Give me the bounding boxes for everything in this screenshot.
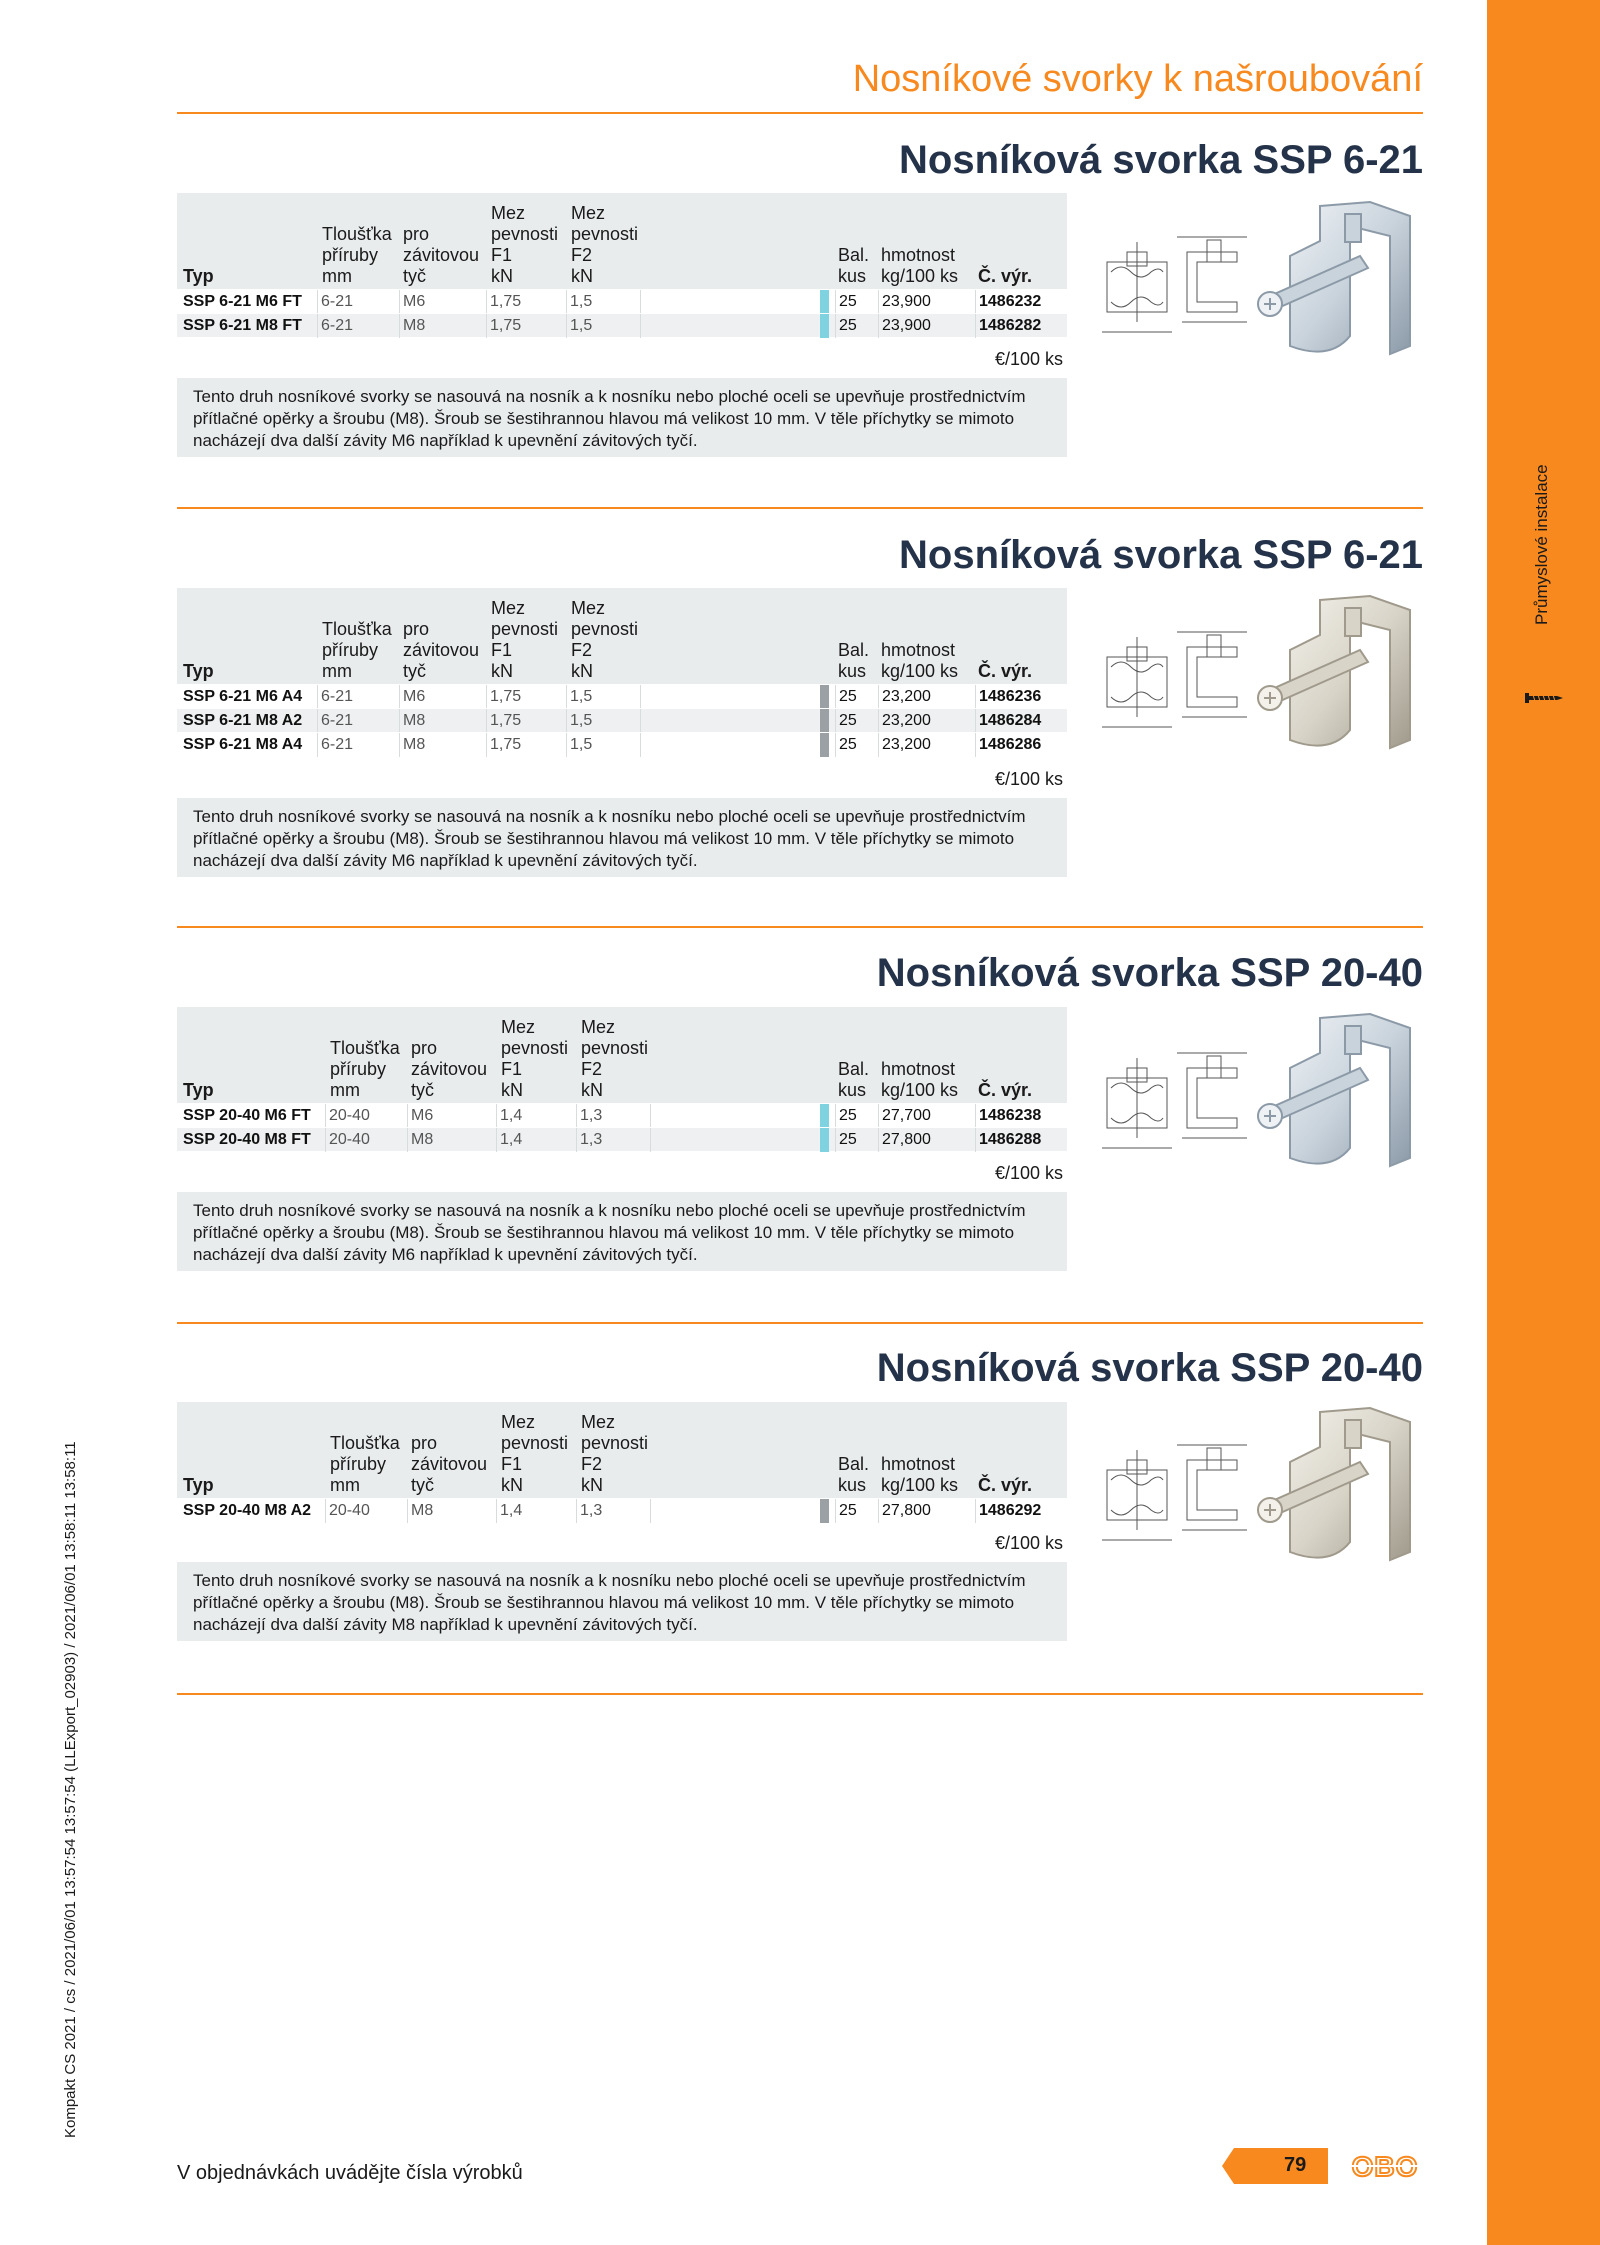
col-header-f2: kN <box>571 266 593 286</box>
description-line: nacházejí dva další závity M8 například k upevnění závitových tyčí. <box>193 1615 698 1634</box>
cell-typ: SSP 6-21 M6 A4 <box>183 688 303 705</box>
cell-typ: SSP 20-40 M8 A2 <box>183 1502 312 1519</box>
cell-tyc: M6 <box>399 685 486 709</box>
col-header-weight: kg/100 ks <box>881 266 959 286</box>
divider <box>177 112 1423 114</box>
col-header-f1: Mez <box>491 598 526 618</box>
cell-hm: 23,200 <box>878 685 975 709</box>
col-header-f1: pevnosti <box>491 224 559 244</box>
col-header-f1: kN <box>501 1080 523 1100</box>
cell-f2: 1,5 <box>566 733 640 757</box>
cell-f1: 1,75 <box>486 733 566 757</box>
cell-hm: 23,200 <box>878 733 975 757</box>
col-header-rod: tyč <box>403 661 427 681</box>
finish-marker <box>820 709 829 733</box>
col-header-typ: Typ <box>183 266 214 286</box>
col-header-typ: Typ <box>183 661 214 681</box>
cell-tyc: M8 <box>399 733 486 757</box>
col-header-rod: závitovou <box>403 245 480 265</box>
product-description <box>177 378 1067 457</box>
description-line: nacházejí dva další závity M6 například k upevnění závitových tyčí. <box>193 431 698 450</box>
description-line: nacházejí dva další závity M6 například k upevnění závitových tyčí. <box>193 851 698 870</box>
product-photo <box>1250 590 1423 760</box>
page-title: Nosníkové svorky k našroubování <box>852 58 1423 100</box>
col-header-f1: Mez <box>491 203 526 223</box>
col-header-thickness: mm <box>322 266 352 286</box>
col-header-f1: kN <box>491 266 513 286</box>
col-header-f2: pevnosti <box>581 1038 649 1058</box>
col-header-f1: F1 <box>491 640 513 660</box>
cell-f1: 1,75 <box>486 314 566 338</box>
finish-marker <box>820 733 829 757</box>
cell-bal: 25 <box>835 1128 878 1152</box>
description-line: přítlačné opěrky a šroubu (M8). Šroub se šestihrannou hlavou má velikost 10 mm. V těle příchytky se mimoto <box>193 1223 1015 1242</box>
table-row[interactable] <box>177 708 1067 732</box>
product-photo <box>1250 1402 1423 1572</box>
product-table <box>177 193 1067 337</box>
col-header-f2: F2 <box>581 1059 603 1079</box>
col-header-rod: pro <box>411 1038 438 1058</box>
col-header-typ: Typ <box>183 1080 214 1100</box>
product-table <box>177 1007 1067 1151</box>
col-header-f1: kN <box>491 661 513 681</box>
cell-tl: 20-40 <box>325 1128 407 1152</box>
col-header-pack: kus <box>838 266 867 286</box>
col-header-item-no: Č. výr. <box>978 661 1033 681</box>
cell-empty <box>650 1128 820 1152</box>
cell-hm: 27,800 <box>878 1128 975 1152</box>
cell-tl: 6-21 <box>317 314 399 338</box>
divider <box>177 1693 1423 1695</box>
col-header-f1: Mez <box>501 1017 536 1037</box>
finish-marker <box>820 290 829 314</box>
cell-hm: 27,800 <box>878 1499 975 1523</box>
cell-typ: SSP 20-40 M8 FT <box>183 1131 311 1148</box>
cell-tyc: M8 <box>399 709 486 733</box>
col-header-pack: Bal. <box>838 1454 870 1474</box>
divider <box>177 926 1423 928</box>
price-unit: €/100 ks <box>994 1533 1063 1553</box>
cell-cv: 1486284 <box>975 709 1067 733</box>
col-header-weight: kg/100 ks <box>881 1080 959 1100</box>
finish-marker <box>820 1104 829 1128</box>
col-header-weight: hmotnost <box>881 1059 956 1079</box>
finish-marker <box>820 314 829 338</box>
col-header-weight: kg/100 ks <box>881 1475 959 1495</box>
cell-tyc: M6 <box>407 1104 496 1128</box>
table-row[interactable] <box>177 684 1067 708</box>
col-header-f2: Mez <box>571 203 606 223</box>
col-header-item-no: Č. výr. <box>978 266 1033 286</box>
table-row[interactable] <box>177 313 1067 337</box>
cell-empty <box>640 709 820 733</box>
cell-f2: 1,3 <box>576 1499 650 1523</box>
description-line: Tento druh nosníkové svorky se nasouvá na nosník a k nosníku nebo ploché oceli se upevňuje prostřednictvím <box>193 1571 1026 1590</box>
col-header-thickness: příruby <box>322 640 379 660</box>
section-title: Nosníková svorka SSP 6-21 <box>899 533 1423 577</box>
cell-f1: 1,4 <box>496 1499 576 1523</box>
cell-cv: 1486238 <box>975 1104 1067 1128</box>
col-header-f1: pevnosti <box>491 619 559 639</box>
col-header-f2: pevnosti <box>571 619 639 639</box>
svg-text:OBO: OBO <box>1351 2152 1419 2180</box>
product-description <box>177 1192 1067 1271</box>
description-line: Tento druh nosníkové svorky se nasouvá na nosník a k nosníku nebo ploché oceli se upevňuje prostřednictvím <box>193 387 1026 406</box>
product-photo <box>1250 196 1423 366</box>
cell-typ: SSP 6-21 M8 FT <box>183 317 302 334</box>
col-header-thickness: Tloušťka <box>322 619 392 639</box>
cell-cv: 1486282 <box>975 314 1067 338</box>
price-unit: €/100 ks <box>994 769 1063 789</box>
col-header-thickness: příruby <box>322 245 379 265</box>
cell-hm: 23,900 <box>878 290 975 314</box>
screw-icon <box>1525 690 1565 706</box>
product-photo <box>1250 1008 1423 1178</box>
col-header-f1: F1 <box>501 1059 523 1079</box>
cell-tyc: M8 <box>407 1128 496 1152</box>
cell-f2: 1,5 <box>566 709 640 733</box>
cell-tl: 6-21 <box>317 685 399 709</box>
finish-marker <box>820 1499 829 1523</box>
description-line: Tento druh nosníkové svorky se nasouvá na nosník a k nosníku nebo ploché oceli se upevňuje prostřednictvím <box>193 807 1026 826</box>
price-unit: €/100 ks <box>994 349 1063 369</box>
cell-bal: 25 <box>835 733 878 757</box>
col-header-item-no: Č. výr. <box>978 1475 1033 1495</box>
section-title: Nosníková svorka SSP 20-40 <box>876 1346 1423 1390</box>
product-description <box>177 798 1067 877</box>
cell-typ: SSP 6-21 M8 A2 <box>183 712 303 729</box>
cell-tl: 20-40 <box>325 1499 407 1523</box>
product-table <box>177 1402 1067 1522</box>
col-header-f2: Mez <box>571 598 606 618</box>
cell-bal: 25 <box>835 709 878 733</box>
page-number-badge <box>1222 2148 1328 2184</box>
cell-hm: 27,700 <box>878 1104 975 1128</box>
cell-bal: 25 <box>835 685 878 709</box>
col-header-pack: kus <box>838 661 867 681</box>
cell-empty <box>640 685 820 709</box>
cell-cv: 1486288 <box>975 1128 1067 1152</box>
description-line: nacházejí dva další závity M6 například k upevnění závitových tyčí. <box>193 1245 698 1264</box>
col-header-f2: pevnosti <box>581 1433 649 1453</box>
cell-empty <box>650 1104 820 1128</box>
col-header-weight: hmotnost <box>881 1454 956 1474</box>
col-header-rod: pro <box>403 619 430 639</box>
description-line: Tento druh nosníkové svorky se nasouvá na nosník a k nosníku nebo ploché oceli se upevňuje prostřednictvím <box>193 1201 1026 1220</box>
col-header-f1: F1 <box>501 1454 523 1474</box>
table-row[interactable] <box>177 732 1067 756</box>
table-row[interactable] <box>177 289 1067 313</box>
cell-tyc: M8 <box>407 1499 496 1523</box>
col-header-thickness: příruby <box>330 1059 387 1079</box>
finish-marker <box>820 1128 829 1152</box>
col-header-thickness: mm <box>322 661 352 681</box>
col-header-weight: hmotnost <box>881 245 956 265</box>
col-header-f2: F2 <box>571 245 593 265</box>
col-header-pack: Bal. <box>838 245 870 265</box>
cell-typ: SSP 6-21 M8 A4 <box>183 736 303 753</box>
cell-tyc: M6 <box>399 290 486 314</box>
cell-f2: 1,5 <box>566 685 640 709</box>
col-header-f2: F2 <box>571 640 593 660</box>
footer-note: V objednávkách uvádějte čísla výrobků <box>177 2162 523 2184</box>
cell-cv: 1486286 <box>975 733 1067 757</box>
col-header-f2: pevnosti <box>571 224 639 244</box>
cell-bal: 25 <box>835 1104 878 1128</box>
cell-f2: 1,3 <box>576 1128 650 1152</box>
col-header-item-no: Č. výr. <box>978 1080 1033 1100</box>
col-header-thickness: Tloušťka <box>330 1433 400 1453</box>
col-header-f1: kN <box>501 1475 523 1495</box>
cell-f1: 1,4 <box>496 1128 576 1152</box>
col-header-thickness: mm <box>330 1475 360 1495</box>
col-header-f2: kN <box>571 661 593 681</box>
cell-empty <box>640 290 820 314</box>
col-header-pack: Bal. <box>838 640 870 660</box>
table-row[interactable] <box>177 1498 1067 1522</box>
col-header-weight: hmotnost <box>881 640 956 660</box>
cell-empty <box>640 733 820 757</box>
col-header-f1: Mez <box>501 1412 536 1432</box>
col-header-rod: závitovou <box>411 1454 488 1474</box>
col-header-thickness: Tloušťka <box>330 1038 400 1058</box>
cell-f1: 1,4 <box>496 1104 576 1128</box>
table-header <box>177 588 1067 684</box>
section-title: Nosníková svorka SSP 20-40 <box>876 951 1423 995</box>
cell-bal: 25 <box>835 314 878 338</box>
cell-empty <box>650 1499 820 1523</box>
cell-tl: 6-21 <box>317 733 399 757</box>
cell-bal: 25 <box>835 290 878 314</box>
col-header-rod: závitovou <box>411 1059 488 1079</box>
col-header-pack: Bal. <box>838 1059 870 1079</box>
col-header-rod: pro <box>411 1433 438 1453</box>
col-header-rod: tyč <box>411 1475 435 1495</box>
col-header-rod: tyč <box>403 266 427 286</box>
cell-tl: 6-21 <box>317 709 399 733</box>
col-header-f2: Mez <box>581 1017 616 1037</box>
divider <box>177 507 1423 509</box>
cell-f2: 1,3 <box>576 1104 650 1128</box>
table-row[interactable] <box>177 1127 1067 1151</box>
cell-tl: 20-40 <box>325 1104 407 1128</box>
cell-tyc: M8 <box>399 314 486 338</box>
cell-cv: 1486232 <box>975 290 1067 314</box>
cell-cv: 1486292 <box>975 1499 1067 1523</box>
col-header-f2: kN <box>581 1080 603 1100</box>
cell-typ: SSP 6-21 M6 FT <box>183 293 302 310</box>
cell-bal: 25 <box>835 1499 878 1523</box>
cell-typ: SSP 20-40 M6 FT <box>183 1107 311 1124</box>
col-header-thickness: mm <box>330 1080 360 1100</box>
table-header <box>177 1007 1067 1103</box>
col-header-rod: tyč <box>411 1080 435 1100</box>
cell-hm: 23,200 <box>878 709 975 733</box>
col-header-f1: pevnosti <box>501 1433 569 1453</box>
description-line: přítlačné opěrky a šroubu (M8). Šroub se šestihrannou hlavou má velikost 10 mm. V těle příchytky se mimoto <box>193 1593 1015 1612</box>
price-unit: €/100 ks <box>994 1163 1063 1183</box>
col-header-typ: Typ <box>183 1475 214 1495</box>
divider <box>177 1322 1423 1324</box>
orange-sidebar <box>1487 0 1600 2245</box>
cell-cv: 1486236 <box>975 685 1067 709</box>
col-header-f2: F2 <box>581 1454 603 1474</box>
finish-marker <box>820 685 829 709</box>
col-header-f2: kN <box>581 1475 603 1495</box>
col-header-thickness: Tloušťka <box>322 224 392 244</box>
table-header <box>177 1402 1067 1498</box>
cell-empty <box>640 314 820 338</box>
table-row[interactable] <box>177 1103 1067 1127</box>
section-title: Nosníková svorka SSP 6-21 <box>899 138 1423 182</box>
col-header-weight: kg/100 ks <box>881 661 959 681</box>
page-number: 79 <box>1284 2154 1307 2176</box>
product-table <box>177 588 1067 756</box>
col-header-f2: Mez <box>581 1412 616 1432</box>
col-header-f1: pevnosti <box>501 1038 569 1058</box>
col-header-f1: F1 <box>491 245 513 265</box>
cell-hm: 23,900 <box>878 314 975 338</box>
side-category-label: Průmyslové instalace <box>1532 464 1551 625</box>
col-header-pack: kus <box>838 1080 867 1100</box>
cell-f2: 1,5 <box>566 290 640 314</box>
col-header-rod: závitovou <box>403 640 480 660</box>
cell-f1: 1,75 <box>486 685 566 709</box>
col-header-pack: kus <box>838 1475 867 1495</box>
col-header-thickness: příruby <box>330 1454 387 1474</box>
product-description <box>177 1562 1067 1641</box>
col-header-rod: pro <box>403 224 430 244</box>
cell-f1: 1,75 <box>486 290 566 314</box>
obo-logo <box>1345 2152 1425 2180</box>
cell-f2: 1,5 <box>566 314 640 338</box>
description-line: přítlačné opěrky a šroubu (M8). Šroub se šestihrannou hlavou má velikost 10 mm. V těle příchytky se mimoto <box>193 409 1015 428</box>
table-header <box>177 193 1067 289</box>
cell-tl: 6-21 <box>317 290 399 314</box>
print-info: Kompakt CS 2021 / cs / 2021/06/01 13:57:54 13:57:54 (LLExport_02903) / 2021/06/01 13:58:11 13:58:11 <box>62 1441 79 2138</box>
cell-f1: 1,75 <box>486 709 566 733</box>
description-line: přítlačné opěrky a šroubu (M8). Šroub se šestihrannou hlavou má velikost 10 mm. V těle příchytky se mimoto <box>193 829 1015 848</box>
